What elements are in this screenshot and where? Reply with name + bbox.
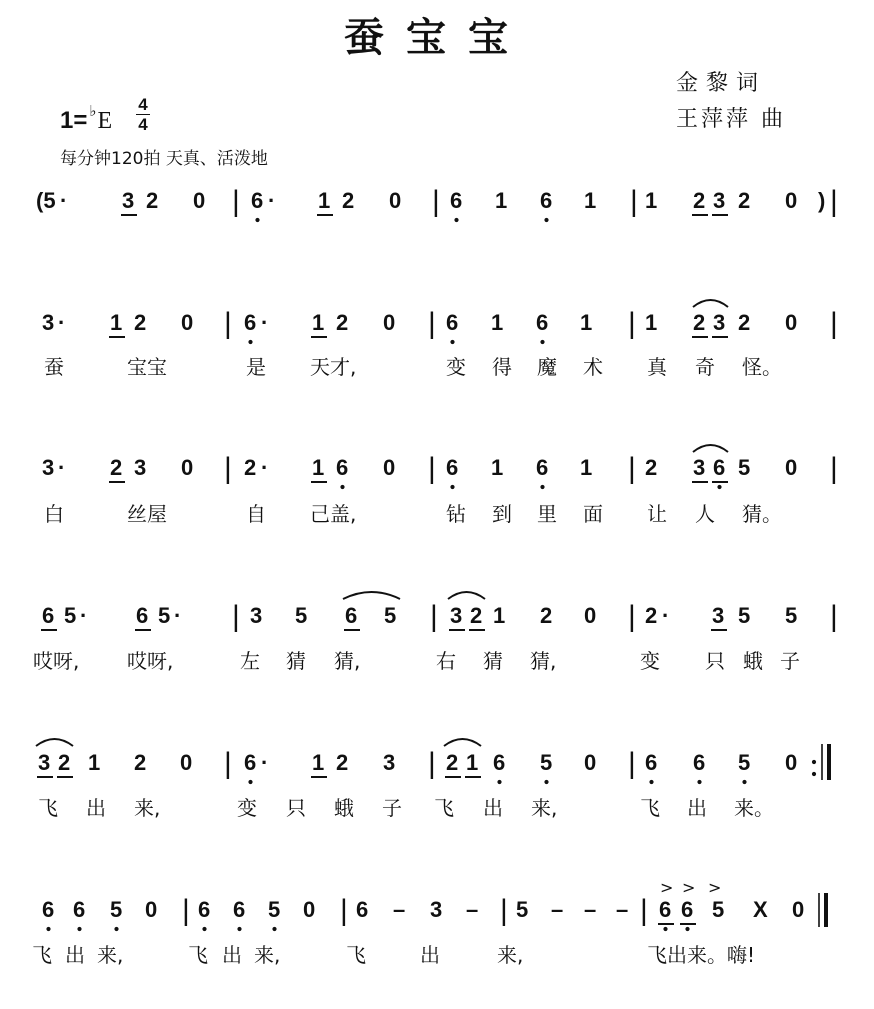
note: 2 xyxy=(645,603,658,628)
barline: | xyxy=(224,452,232,485)
barline: | xyxy=(182,894,190,927)
lower-octave-dot xyxy=(540,340,544,344)
note: – xyxy=(393,897,406,922)
note: 2 xyxy=(342,188,355,213)
lyric-syllable: 猜。 xyxy=(742,502,782,526)
note: 1 xyxy=(495,188,508,213)
note: 3 xyxy=(42,455,55,480)
note: 0 xyxy=(785,455,798,480)
lyric-syllable: 哎呀, xyxy=(127,649,174,673)
lyric-syllable: 猜, xyxy=(334,649,361,673)
augmentation-dot: · xyxy=(58,455,66,480)
barline: | xyxy=(500,894,508,927)
note: 1 xyxy=(645,310,658,335)
lower-octave-dot xyxy=(540,485,544,489)
tempo-marking: 每分钟120拍 天真、活泼地 xyxy=(60,149,268,169)
lyric-syllable: 蛾 xyxy=(743,649,763,673)
note: 5 xyxy=(516,897,529,922)
note: X xyxy=(753,897,768,922)
slur xyxy=(36,739,73,746)
lyric-syllable: 变 xyxy=(640,649,660,673)
lyric-syllable: 真 xyxy=(647,355,667,379)
note: – xyxy=(551,897,564,922)
note: 6 xyxy=(233,897,246,922)
lower-octave-dot xyxy=(685,927,689,931)
note: 0 xyxy=(785,310,798,335)
lower-octave-dot xyxy=(497,780,501,784)
note: 5 xyxy=(158,603,171,628)
note: 2 xyxy=(446,750,459,775)
barline: | xyxy=(628,307,636,340)
lyric-syllable: 左 xyxy=(240,649,260,673)
lyric-syllable: 猜 xyxy=(483,649,503,673)
lower-octave-dot xyxy=(544,780,548,784)
barline: | xyxy=(830,600,838,633)
augmentation-dot: · xyxy=(80,603,88,628)
note: 2 xyxy=(738,310,751,335)
slur xyxy=(693,445,728,452)
note: 5 xyxy=(712,897,725,922)
lower-octave-dot xyxy=(340,485,344,489)
note: 6 xyxy=(244,750,257,775)
augmentation-dot: · xyxy=(58,310,66,335)
barline: | xyxy=(428,307,436,340)
note: 6 xyxy=(450,188,463,213)
augmentation-dot: · xyxy=(60,188,68,213)
note: 6 xyxy=(659,897,672,922)
note: 2 xyxy=(470,603,483,628)
note: 6 xyxy=(645,750,658,775)
lyricist-credit: 金黎词 xyxy=(676,71,767,96)
note: 0 xyxy=(785,750,798,775)
lyric-syllable: 只 xyxy=(286,796,306,820)
lyric-syllable: 钻 xyxy=(446,502,466,526)
note: 6 xyxy=(493,750,506,775)
note: 6 xyxy=(356,897,369,922)
lyric-syllable: 人 xyxy=(695,502,715,526)
lyric-syllable: 奇 xyxy=(695,355,715,379)
barline: | xyxy=(628,452,636,485)
barline: | xyxy=(830,185,838,218)
note: 2 xyxy=(540,603,553,628)
note: 0 xyxy=(785,188,798,213)
lower-octave-dot xyxy=(454,218,458,222)
note: 5 xyxy=(785,603,798,628)
lyric-syllable: 出 xyxy=(86,796,106,820)
lower-octave-dot xyxy=(697,780,701,784)
barline: | xyxy=(428,452,436,485)
note: 3 xyxy=(450,603,463,628)
repeat-dot xyxy=(812,772,816,776)
barline: | xyxy=(224,307,232,340)
lyric-syllable: 蛾 xyxy=(334,796,354,820)
note: 2 xyxy=(110,455,123,480)
note: 2 xyxy=(738,188,751,213)
lower-octave-dot xyxy=(742,780,746,784)
lyric-syllable: 出 xyxy=(687,796,707,820)
note: 3 xyxy=(430,897,443,922)
note: 0 xyxy=(383,310,396,335)
note: 0 xyxy=(145,897,158,922)
lower-octave-dot xyxy=(255,218,259,222)
lyric-syllable: 飞 xyxy=(434,796,454,820)
note: 6 xyxy=(136,603,149,628)
note: 5 xyxy=(268,897,281,922)
lyric-syllable: 术 xyxy=(583,355,603,379)
note: 2 xyxy=(336,750,349,775)
note: 1 xyxy=(110,310,123,335)
lyric-syllable: 让 xyxy=(647,502,667,526)
note: 0 xyxy=(584,750,597,775)
lyric-syllable: 面 xyxy=(583,502,603,526)
barline: | xyxy=(830,452,838,485)
barline: | xyxy=(628,600,636,633)
composer-credit: 王萍萍 曲 xyxy=(676,107,786,132)
note: 0 xyxy=(792,897,805,922)
note: – xyxy=(616,897,629,922)
note: 6 xyxy=(244,310,257,335)
lyric-syllable: 来。 xyxy=(734,796,774,820)
key-prefix: 1= xyxy=(60,107,88,134)
barline: | xyxy=(630,185,638,218)
note: 0 xyxy=(181,310,194,335)
note: 6 xyxy=(446,455,459,480)
note: 1 xyxy=(466,750,479,775)
accent-mark: > xyxy=(682,878,696,897)
lower-octave-dot xyxy=(717,485,721,489)
lyric-syllable: 子 xyxy=(382,796,402,820)
note: 6 xyxy=(713,455,726,480)
lower-octave-dot xyxy=(114,927,118,931)
note: 1 xyxy=(493,603,506,628)
note: 6 xyxy=(540,188,553,213)
note: 3 xyxy=(42,310,55,335)
lyric-syllable: 蚕 xyxy=(44,355,64,379)
lower-octave-dot xyxy=(46,927,50,931)
lower-octave-dot xyxy=(248,340,252,344)
augmentation-dot: · xyxy=(268,188,276,213)
note: (5 xyxy=(36,188,56,213)
lyric-syllable: 得 xyxy=(492,355,512,379)
lyric-syllable: 变 xyxy=(446,355,466,379)
barline: | xyxy=(428,747,436,780)
note: 3 xyxy=(383,750,396,775)
note: 2 xyxy=(693,188,706,213)
key-flat-sign: ♭ xyxy=(89,103,97,120)
augmentation-dot: · xyxy=(662,603,670,628)
note: 1 xyxy=(491,310,504,335)
lyric-syllable: 出 xyxy=(420,943,440,967)
note: 5 xyxy=(64,603,77,628)
lower-octave-dot xyxy=(649,780,653,784)
note: 5 xyxy=(384,603,397,628)
augmentation-dot: · xyxy=(261,750,269,775)
slur xyxy=(693,300,728,307)
note: ) xyxy=(818,188,826,213)
note: 2 xyxy=(58,750,71,775)
barline: | xyxy=(430,600,438,633)
slur xyxy=(343,592,400,599)
lyric-syllable: 到 xyxy=(492,502,512,526)
note: 3 xyxy=(122,188,135,213)
note: 1 xyxy=(584,188,597,213)
note: 5 xyxy=(110,897,123,922)
note: 1 xyxy=(312,310,325,335)
lyric-syllable: 飞 xyxy=(32,943,52,967)
note: 2 xyxy=(645,455,658,480)
key-letter: E xyxy=(97,108,113,134)
note: 5 xyxy=(738,603,751,628)
lyric-syllable: 是 xyxy=(246,355,266,379)
note: 3 xyxy=(713,188,726,213)
note: 0 xyxy=(180,750,193,775)
augmentation-dot: · xyxy=(174,603,182,628)
note: 0 xyxy=(389,188,402,213)
note: 6 xyxy=(42,897,55,922)
lyric-syllable: 飞出来。嗨! xyxy=(647,943,756,967)
note: 6 xyxy=(681,897,694,922)
note: 6 xyxy=(73,897,86,922)
lyric-syllable: 哎呀, xyxy=(33,649,80,673)
lyric-syllable: 来, xyxy=(497,943,524,967)
note: 1 xyxy=(491,455,504,480)
note: 0 xyxy=(181,455,194,480)
lyric-syllable: 白 xyxy=(44,502,64,526)
lower-octave-dot xyxy=(202,927,206,931)
note: 6 xyxy=(345,603,358,628)
repeat-dot xyxy=(812,760,816,764)
augmentation-dot: · xyxy=(261,455,269,480)
note: 0 xyxy=(193,188,206,213)
note: 6 xyxy=(536,310,549,335)
time-signature-top: 4 xyxy=(138,95,148,114)
note: 3 xyxy=(712,603,725,628)
note: 1 xyxy=(318,188,331,213)
lyric-syllable: 飞 xyxy=(188,943,208,967)
note: 6 xyxy=(693,750,706,775)
lyric-syllable: 猜 xyxy=(286,649,306,673)
note: 2 xyxy=(693,310,706,335)
note: 2 xyxy=(336,310,349,335)
note: 6 xyxy=(251,188,264,213)
lyric-syllable: 里 xyxy=(537,502,557,526)
lyric-syllable: 飞 xyxy=(640,796,660,820)
accent-mark: > xyxy=(660,878,674,897)
barline: | xyxy=(232,600,240,633)
slur xyxy=(444,739,481,746)
lyric-syllable: 来, xyxy=(254,943,281,967)
note: 1 xyxy=(580,455,593,480)
time-signature-bottom: 4 xyxy=(138,115,148,134)
lyric-syllable: 右 xyxy=(436,649,456,673)
note: 6 xyxy=(536,455,549,480)
lyric-syllable: 出 xyxy=(222,943,242,967)
note: 1 xyxy=(88,750,101,775)
note: 0 xyxy=(383,455,396,480)
slur xyxy=(448,592,485,599)
lower-octave-dot xyxy=(544,218,548,222)
lyric-syllable: 出 xyxy=(483,796,503,820)
barline: | xyxy=(340,894,348,927)
lower-octave-dot xyxy=(248,780,252,784)
song-title: 蚕宝宝 xyxy=(344,14,530,61)
barline: | xyxy=(232,185,240,218)
note: – xyxy=(584,897,597,922)
lyric-syllable: 丝屋 xyxy=(127,502,167,526)
note: 5 xyxy=(295,603,308,628)
lyric-syllable: 猜, xyxy=(530,649,557,673)
note: 2 xyxy=(134,750,147,775)
lyric-syllable: 只 xyxy=(705,649,725,673)
note: – xyxy=(466,897,479,922)
note: 2 xyxy=(134,310,147,335)
note: 3 xyxy=(38,750,51,775)
lyric-syllable: 来, xyxy=(134,796,161,820)
note: 3 xyxy=(713,310,726,335)
note: 6 xyxy=(198,897,211,922)
barline: | xyxy=(640,894,648,927)
note: 3 xyxy=(134,455,147,480)
note: 1 xyxy=(312,750,325,775)
note: 0 xyxy=(303,897,316,922)
lower-octave-dot xyxy=(237,927,241,931)
lyric-syllable: 子 xyxy=(780,649,800,673)
note: 5 xyxy=(738,750,751,775)
lyric-syllable: 来, xyxy=(97,943,124,967)
barline: | xyxy=(224,747,232,780)
note: 1 xyxy=(645,188,658,213)
note: 6 xyxy=(336,455,349,480)
lyric-syllable: 己盖, xyxy=(310,502,357,526)
lyric-syllable: 飞 xyxy=(346,943,366,967)
barline: | xyxy=(830,307,838,340)
lyric-syllable: 来, xyxy=(531,796,558,820)
barline: | xyxy=(628,747,636,780)
note: 5 xyxy=(540,750,553,775)
lyric-syllable: 自 xyxy=(246,502,266,526)
note: 3 xyxy=(250,603,263,628)
lower-octave-dot xyxy=(663,927,667,931)
note: 1 xyxy=(312,455,325,480)
lower-octave-dot xyxy=(450,485,454,489)
lyric-syllable: 变 xyxy=(237,796,257,820)
accent-mark: > xyxy=(708,878,722,897)
note: 5 xyxy=(738,455,751,480)
lyric-syllable: 宝宝 xyxy=(127,355,167,379)
note: 1 xyxy=(580,310,593,335)
note: 2 xyxy=(244,455,257,480)
lower-octave-dot xyxy=(77,927,81,931)
lower-octave-dot xyxy=(272,927,276,931)
note: 2 xyxy=(146,188,159,213)
augmentation-dot: · xyxy=(261,310,269,335)
barline: | xyxy=(432,185,440,218)
note: 3 xyxy=(693,455,706,480)
lower-octave-dot xyxy=(450,340,454,344)
lyric-syllable: 天才, xyxy=(310,355,357,379)
lyric-syllable: 飞 xyxy=(38,796,58,820)
note: 6 xyxy=(42,603,55,628)
lyric-syllable: 魔 xyxy=(537,355,557,379)
note: 0 xyxy=(584,603,597,628)
lyric-syllable: 怪。 xyxy=(742,355,782,379)
note: 6 xyxy=(446,310,459,335)
lyric-syllable: 出 xyxy=(65,943,85,967)
